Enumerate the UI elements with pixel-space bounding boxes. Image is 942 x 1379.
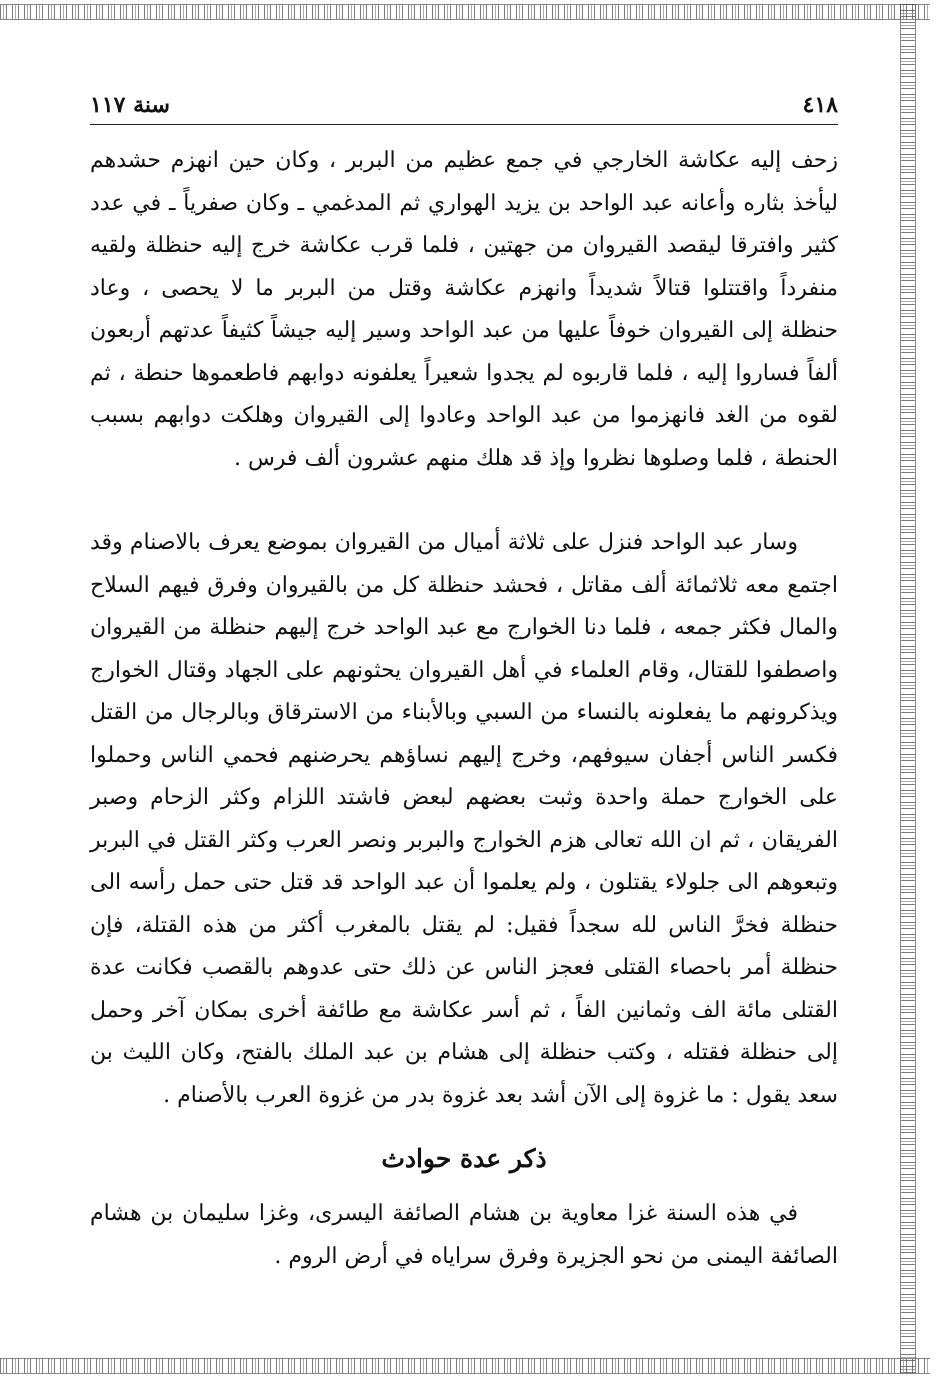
paragraph-gap <box>90 480 838 522</box>
page-number: ٤١٨ <box>802 92 838 118</box>
page-header <box>90 92 838 125</box>
paragraph-2: وسار عبد الواحد فنزل على ثلاثة أميال من القيروان بموضع يعرف بالاصنام وقد اجتمع معه ثلاثمائة ألف مقاتل ، فحشد حنظلة كل من بالقيروان وفرق فيهم السلاح والمال فكثر جمعه ، فلما دنا الخوارج مع عبد الواحد خرج إليهم حنظلة من القيروان واصطفوا للقتال، وقام العلماء في أهل القيروان يحثونهم على الجهاد وقتال الخوارج ويذكرونهم ما يفعلونه بالنساء من السبي وبالأبناء من الاسترقاق وبالرجال من القتل فكسر الناس أجفان سيوفهم، وخرج إليهم نساؤهم يحرضنهم فحمي الناس وحملوا على الخوارج حملة واحدة وثبت بعضهم لبعض فاشتد اللزام وكثر الزحام وصبر الفريقان ، ثم ان الله تعالى هزم الخوارج والبربر ونصر العرب وكثر القتل في البربر وتبعوهم الى جلولاء يقتلون ، ولم يعلموا أن عبد الواحد قد قتل حتى حمل رأسه الى حنظلة فخرَّ الناس لله سجداً فقيل: لم يقتل بالمغرب أكثر من هذه القتلة، فإن حنظلة أمر باحصاء القتلى فعجز الناس عن ذلك حتى عدوهم بالقصب فكانت عدة القتلى مائة الف وثمانين الفاً ، ثم أسر عكاشة مع طائفة أخرى بمكان آخر وحمل إلى حنظلة فقتله ، وكتب حنظلة إلى هشام بن عبد الملك بالفتح، وكان الليث بن سعد يقول : ما غزوة إلى الآن أشد بعد غزوة بدر من غزوة العرب بالأصنام . <box>90 530 838 1108</box>
decorative-border-top <box>0 4 930 20</box>
page-body <box>90 140 838 1278</box>
section-paragraph: في هذه السنة غزا معاوية بن هشام الصائفة اليسرى، وغزا سليمان بن هشام الصائفة اليمنى من نحو الجزيرة وفرق سراياه في أرض الروم . <box>90 1201 838 1269</box>
section-heading: ذكر عدة حوادث <box>381 1144 547 1173</box>
decorative-border-right <box>900 4 916 1373</box>
paragraph-1: زحف إليه عكاشة الخارجي في جمع عظيم من البربر ، وكان حين انهزم حشدهم ليأخذ بثاره وأعانه عبد الواحد بن يزيد الهواري ثم المدغمي ـ وكان صفرياً ـ في عدد كثير وافترقا ليقصد القيروان من جهتين ، فلما قرب عكاشة خرج إليه حنظلة ولقيه منفرداً واقتتلوا قتالاً شديداً وانهزم عكاشة وقتل من البربر ما لا يحصى ، وعاد حنظلة إلى القيروان خوفاً عليها من عبد الواحد وسير إليه جيشاً كثيفاً عدتهم أربعون ألفاً فساروا إليه ، فلما قاربوه لم يجدوا شعيراً يعلفونه دوابهم فاطعموها حنطة ، ثم لقوه من الغد فانهزموا من عبد الواحد وعادوا إلى القيروان وهلكت دوابهم بسبب الحنطة ، فلما وصلوها نظروا وإذ قد هلك منهم عشرون ألف فرس . <box>90 148 838 471</box>
decorative-border-bottom <box>0 1358 930 1374</box>
running-head-year: سنة ١١٧ <box>90 92 170 118</box>
